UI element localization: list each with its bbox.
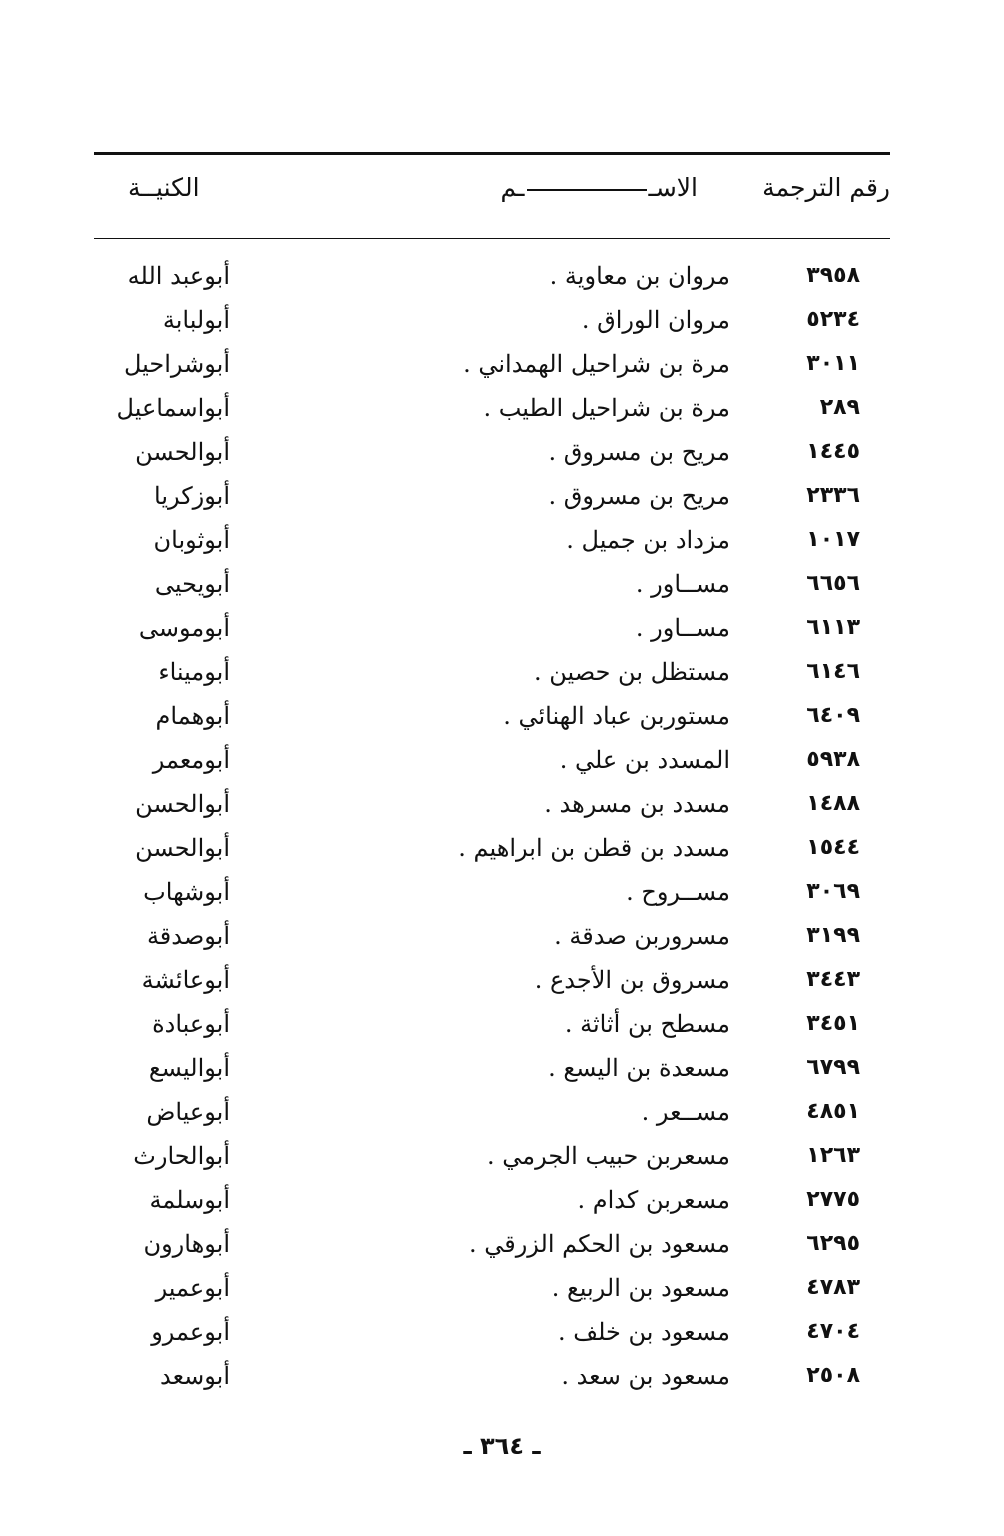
entry-kunya: أبوعبد الله (127, 262, 230, 290)
table-row (94, 342, 890, 386)
entry-name: مسعدة بن اليسع . (548, 1054, 730, 1082)
table-row (94, 1134, 890, 1178)
table-row (94, 738, 890, 782)
entry-kunya: أبوشهاب (143, 878, 230, 906)
entry-name: مسعود بن الربيع . (551, 1274, 730, 1302)
entry-kunya: أبوعمير (155, 1274, 230, 1302)
entry-number: ٦١٤٦ (806, 659, 860, 684)
entry-kunya: أبوعياض (146, 1098, 230, 1126)
entry-number: ٦٦٥٦ (806, 571, 860, 596)
table-row (94, 1178, 890, 1222)
entry-number: ٦٤٠٩ (806, 703, 860, 728)
entry-name: مسعود بن الحكم الزرقي . (468, 1230, 730, 1258)
entry-number: ٣١٩٩ (806, 923, 860, 948)
table-row (94, 958, 890, 1002)
header-number-label: رقم الترجمة (762, 173, 890, 202)
entry-kunya: أبوموسى (138, 614, 230, 642)
entry-number: ١٢٦٣ (806, 1143, 860, 1168)
entry-name: مسروربن صدقة . (554, 922, 730, 950)
header-top-rule (94, 152, 890, 155)
entry-number: ٣٩٥٨ (806, 263, 860, 288)
entry-number: ٥٩٣٨ (806, 747, 860, 772)
entry-kunya: أبويحيى (154, 570, 230, 598)
table-row (94, 1090, 890, 1134)
page-number: ـ ٣٦٤ ـ (463, 1432, 541, 1460)
entry-number: ٢٨٩ (819, 395, 860, 420)
entry-kunya: أبواسماعيل (116, 394, 230, 422)
table-row (94, 1354, 890, 1398)
entry-kunya: أبوهارون (143, 1230, 230, 1258)
header-name-label-start: الاسـ (648, 173, 698, 202)
entry-kunya: أبوصدقة (146, 922, 230, 950)
table-row (94, 386, 890, 430)
entry-name: مرة بن شراحيل الهمداني . (463, 350, 730, 378)
entry-kunya: أبومعمر (152, 746, 230, 774)
entry-number: ٣٤٥١ (806, 1011, 860, 1036)
header-bottom-rule (94, 238, 890, 239)
entry-name: مروان بن معاوية . (549, 262, 730, 290)
header-name-label-end: ـم (500, 173, 525, 202)
entry-name: مستظل بن حصين . (534, 658, 730, 686)
entry-number: ٣٠٦٩ (806, 879, 860, 904)
name-table (94, 254, 890, 1398)
entry-kunya: أبواليسع (148, 1054, 230, 1082)
table-row (94, 1222, 890, 1266)
entry-kunya: أبوعائشة (141, 966, 230, 994)
entry-kunya: أبوعبادة (152, 1010, 230, 1038)
table-header (94, 168, 890, 218)
entry-kunya: أبوثوبان (153, 526, 230, 554)
table-row (94, 782, 890, 826)
entry-number: ٤٧٨٣ (806, 1275, 860, 1300)
entry-name: مســعر . (641, 1098, 730, 1126)
entry-number: ١٥٤٤ (806, 835, 860, 860)
entry-name: مســاور . (635, 570, 730, 598)
entry-kunya: أبوالحسن (135, 438, 230, 466)
entry-number: ٣٠١١ (806, 351, 860, 376)
table-row (94, 254, 890, 298)
entry-number: ٤٨٥١ (806, 1099, 860, 1124)
table-row (94, 694, 890, 738)
entry-kunya: أبوهمام (155, 702, 230, 730)
table-row (94, 1310, 890, 1354)
header-name-stretch (527, 189, 647, 191)
table-row (94, 430, 890, 474)
table-row (94, 650, 890, 694)
entry-name: مرة بن شراحيل الطيب . (483, 394, 730, 422)
entry-name: مسعود بن خلف . (557, 1318, 730, 1346)
entry-kunya: أبوسلمة (149, 1186, 230, 1214)
entry-number: ٢٧٧٥ (806, 1187, 860, 1212)
entry-kunya: أبوميناء (158, 658, 230, 686)
table-row (94, 1002, 890, 1046)
entry-number: ٣٤٤٣ (806, 967, 860, 992)
entry-number: ٦٢٩٥ (806, 1231, 860, 1256)
table-row (94, 870, 890, 914)
header-name-label (501, 168, 698, 208)
entry-name: مســروح . (626, 878, 730, 906)
table-row (94, 606, 890, 650)
entry-kunya: أبوشراحيل (123, 350, 230, 378)
table-row (94, 914, 890, 958)
entry-name: مزداد بن جميل . (566, 526, 730, 554)
entry-number: ٦٧٩٩ (806, 1055, 860, 1080)
entry-kunya: أبولبابة (162, 306, 230, 334)
table-row (94, 298, 890, 342)
entry-name: مستوربن عباد الهنائي . (503, 702, 730, 730)
entry-number: ١٤٤٥ (806, 439, 860, 464)
entry-number: ٢٥٠٨ (806, 1363, 860, 1388)
entry-name: مسدد بن قطن بن ابراهيم . (458, 834, 730, 862)
entry-name: مسعربن حبيب الجرمي . (486, 1142, 730, 1170)
entry-name: مسروق بن الأجدع . (534, 966, 730, 994)
entry-number: ٤٧٠٤ (806, 1319, 860, 1344)
table-row (94, 562, 890, 606)
entry-name: مريح بن مسروق . (548, 482, 730, 510)
table-row (94, 1046, 890, 1090)
entry-name: مســاور . (635, 614, 730, 642)
entry-number: ٦١١٣ (806, 615, 860, 640)
entry-kunya: أبوالحسن (135, 790, 230, 818)
table-row (94, 474, 890, 518)
table-row (94, 518, 890, 562)
entry-name: مروان الوراق . (581, 306, 730, 334)
entry-number: ٢٣٣٦ (806, 483, 860, 508)
entry-number: ٥٢٣٤ (806, 307, 860, 332)
entry-name: مسطح بن أثاثة . (564, 1010, 730, 1038)
table-row (94, 826, 890, 870)
header-kunya-label: الكنيــة (128, 173, 200, 202)
entry-number: ١٠١٧ (806, 527, 860, 552)
entry-name: المسدد بن علي . (559, 746, 730, 774)
entry-number: ١٤٨٨ (806, 791, 860, 816)
table-row (94, 1266, 890, 1310)
entry-name: مسدد بن مسرهد . (544, 790, 730, 818)
entry-kunya: أبوالحسن (135, 834, 230, 862)
entry-name: مسعود بن سعد . (561, 1362, 730, 1390)
entry-kunya: أبوزكريا (154, 482, 230, 510)
entry-name: مسعربن كدام . (577, 1186, 730, 1214)
entry-name: مريح بن مسروق . (548, 438, 730, 466)
entry-kunya: أبوسعد (159, 1362, 230, 1390)
entry-kunya: أبوالحارث (133, 1142, 230, 1170)
entry-kunya: أبوعمرو (151, 1318, 230, 1346)
